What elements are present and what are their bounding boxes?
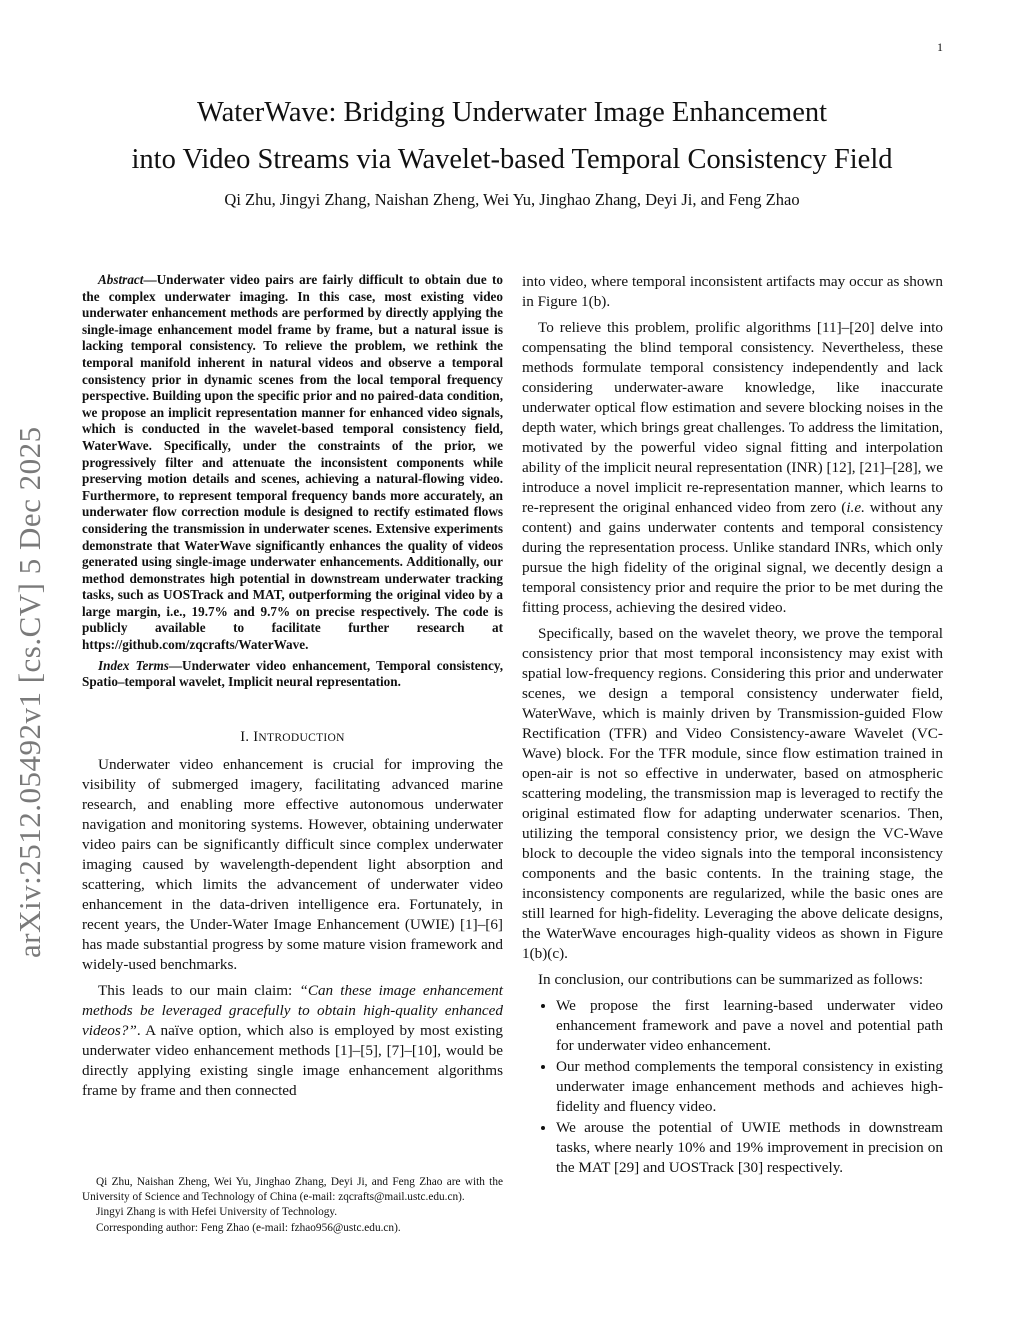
left-column [82, 272, 503, 1107]
title-line-1: WaterWave: Bridging Underwater Image Enhancement [196, 97, 828, 128]
contributions-list [522, 996, 943, 1178]
intro-paragraph-2-start: This leads to our main claim: [98, 981, 300, 999]
main-claim: “Can these image enhancement methods be leveraged gracefully to obtain high-quality enhanced videos?” [82, 981, 503, 1039]
index-terms-text: —Underwater video enhancement, Temporal consistency, Spatio–temporal wavelet, Implicit neural representation. [82, 657, 503, 690]
right-paragraph-1-end: without any content) and gains underwater contents and temporal consistency during the representation process. Unlike standard INRs, which only pursue the high fidelity of the original signal, we decently design a temporal consistency prior and require the prior to be met during the fitting process, achieving the desired video. [522, 499, 943, 616]
right-paragraph-1 [522, 318, 943, 618]
title-line-2: into Video Streams via Wavelet-based Temporal Consistency Field [131, 144, 893, 175]
intro-paragraph-1: Underwater video enhancement is crucial for improving the visibility of submerged imagery, facilitating advanced marine research, and enabling more effective autonomous underwater navigation and monitoring systems. However, obtaining underwater video pairs can be significantly difficult since complex underwater imaging caused by wavelength-dependent light absorption and scattering, which limits the advancement of underwater video enhancement in the data-driven intelligence era. Fortunately, in recent years, the Under-Water Image Enhancement (UWIE) [1]–[6] has made substantial progress by some mature vision framework and widely-used benchmarks. [82, 755, 503, 973]
contribution-item: • We arouse the potential of UWIE methods in downstream tasks, where nearly 10% and 19% improvement in precision on the MAT [29] and UOSTrack [30] respectively. [556, 1118, 943, 1178]
section-numeral: I. [240, 728, 250, 745]
footnote-affiliations: Qi Zhu, Naishan Zheng, Wei Yu, Jinghao Zhang, Deyi Ji, and Feng Zhao are with the University of Science and Technology of China (e-mail: zqcrafts@mail.ustc.edu.cn). [82, 1176, 503, 1204]
arxiv-identifier-stamp: arXiv:2512.05492v1 [cs.CV] 5 Dec 2025 [12, 426, 47, 958]
footnote-second-affiliation: Jingyi Zhang is with Hefei University of Technology. [96, 1206, 338, 1219]
author-list: Qi Zhu, Jingyi Zhang, Naishan Zheng, Wei Yu, Jinghao Zhang, Deyi Ji, and Feng Zhao [224, 190, 800, 209]
right-paragraph-2: Specifically, based on the wavelet theory, we prove the temporal consistency prior that most temporal inconsistency may exist with spatial low-frequency regions. Considering this prior and underwater scenes, we design a temporal consistency underwater field, WaterWave, which is mainly driven by Transmission-guided Flow Rectification (TFR) and Video Consistency-aware Wavelet (VC-Wave) block. For the TFR module, since flow estimation trained in open-air is not so effective in underwater, based on atmospheric scattering modeling, the transmission map is leveraged to rectify the original estimated flow for adapting underwater scenarios. Then, utilizing the temporal consistency prior, we design the VC-Wave block to decouple the video signals into the temporal inconsistency components and the basic contents. In the training stage, the inconsistency components are regularized, while the basic ones are still learned for high-fidelity. Leveraging the above delicate designs, the WaterWave encourages high-quality videos as shown in Figure 1(b)(c). [522, 625, 943, 962]
paper-title [60, 89, 964, 183]
section-title-initial: I [253, 728, 259, 745]
abstract-label: Abstract [98, 272, 144, 287]
right-paragraph-3: In conclusion, our contributions can be summarized as follows: [538, 971, 924, 988]
index-terms [82, 658, 503, 691]
intro-paragraph-2-end: . A naïve option, which also is employed by most existing underwater video enhancement methods [1]–[5], [7]–[10], would be directly applying existing single image enhancement algorithms frame by frame and then connected [82, 1021, 503, 1099]
ie-abbrev: i.e. [846, 499, 865, 516]
contribution-item: • We propose the first learning-based underwater video enhancement framework and pave a novel and potential path for underwater video enhancement. [556, 996, 943, 1056]
section-heading-introduction [82, 729, 503, 746]
footnote-corresponding-author: Corresponding author: Feng Zhao (e-mail: fzhao956@ustc.edu.cn). [96, 1221, 401, 1234]
footnotes [82, 1175, 503, 1236]
intro-paragraph-2 [82, 981, 503, 1101]
right-paragraph-1-start: To relieve this problem, prolific algorithms [11]–[20] delve into compensating the blind temporal consistency. Nevertheless, these methods formulate temporal consistency independently and lack considering underwater-aware knowledge, like inaccurate underwater optical flow estimation and severe blocking noises in the depth water, which brings great challenges. To address the limitation, motivated by the powerful video signal fitting and interpolation ability of the implicit neural representation (INR) [12], [21]–[28], we introduce a novel implicit re-representation manner, which learns to re-represent the original enhanced video from zero ( [522, 319, 943, 516]
page-number: 1 [937, 40, 943, 54]
section-title-rest: NTRODUCTION [258, 731, 345, 744]
index-terms-label: Index Terms [98, 657, 169, 673]
contribution-item: • Our method complements the temporal consistency in existing underwater image enhancement methods and achieves high-fidelity and fluency video. [556, 1057, 943, 1117]
right-column [522, 272, 943, 1179]
right-paragraph-continued: into video, where temporal inconsistent artifacts may occur as shown in Figure 1(b). [522, 273, 943, 310]
abstract [82, 272, 503, 654]
abstract-text: —Underwater video pairs are fairly difficult to obtain due to the complex underwater imaging. In this case, most existing video underwater enhancement methods are performed by directly applying the single-image enhancement model frame by frame, but a natural issue is lacking temporal consistency. To relieve the problem, we rethink the temporal manifold inherent in natural videos and observe a temporal consistency prior in dynamic scenes from the local temporal frequency perspective. Building upon the specific prior and no paired-data condition, we propose an implicit representation manner for enhanced video signals, which is conducted in the wavelet-based temporal consistency field, WaterWave. Specifically, under the constraints of the prior, we progressively filter and attenuate the inconsistent components while preserving motion details and scenes, achieving a natural-flowing video. Furthermore, to represent temporal frequency bands more accurately, an underwater flow correction module is designed to rectify estimated flows considering the transmission in underwater scenes. Extensive experiments demonstrate that WaterWave significantly enhances the quality of videos generated using single-image underwater enhancements. Additionally, our method demonstrates high potential in downstream underwater tracking tasks, such as UOSTrack and MAT, outperforming the original video by a large margin, i.e., 19.7% and 9.7% on precise respectively. The code is publicly available to facilitate further research at https://github.com/zqcrafts/WaterWave. [82, 272, 503, 653]
